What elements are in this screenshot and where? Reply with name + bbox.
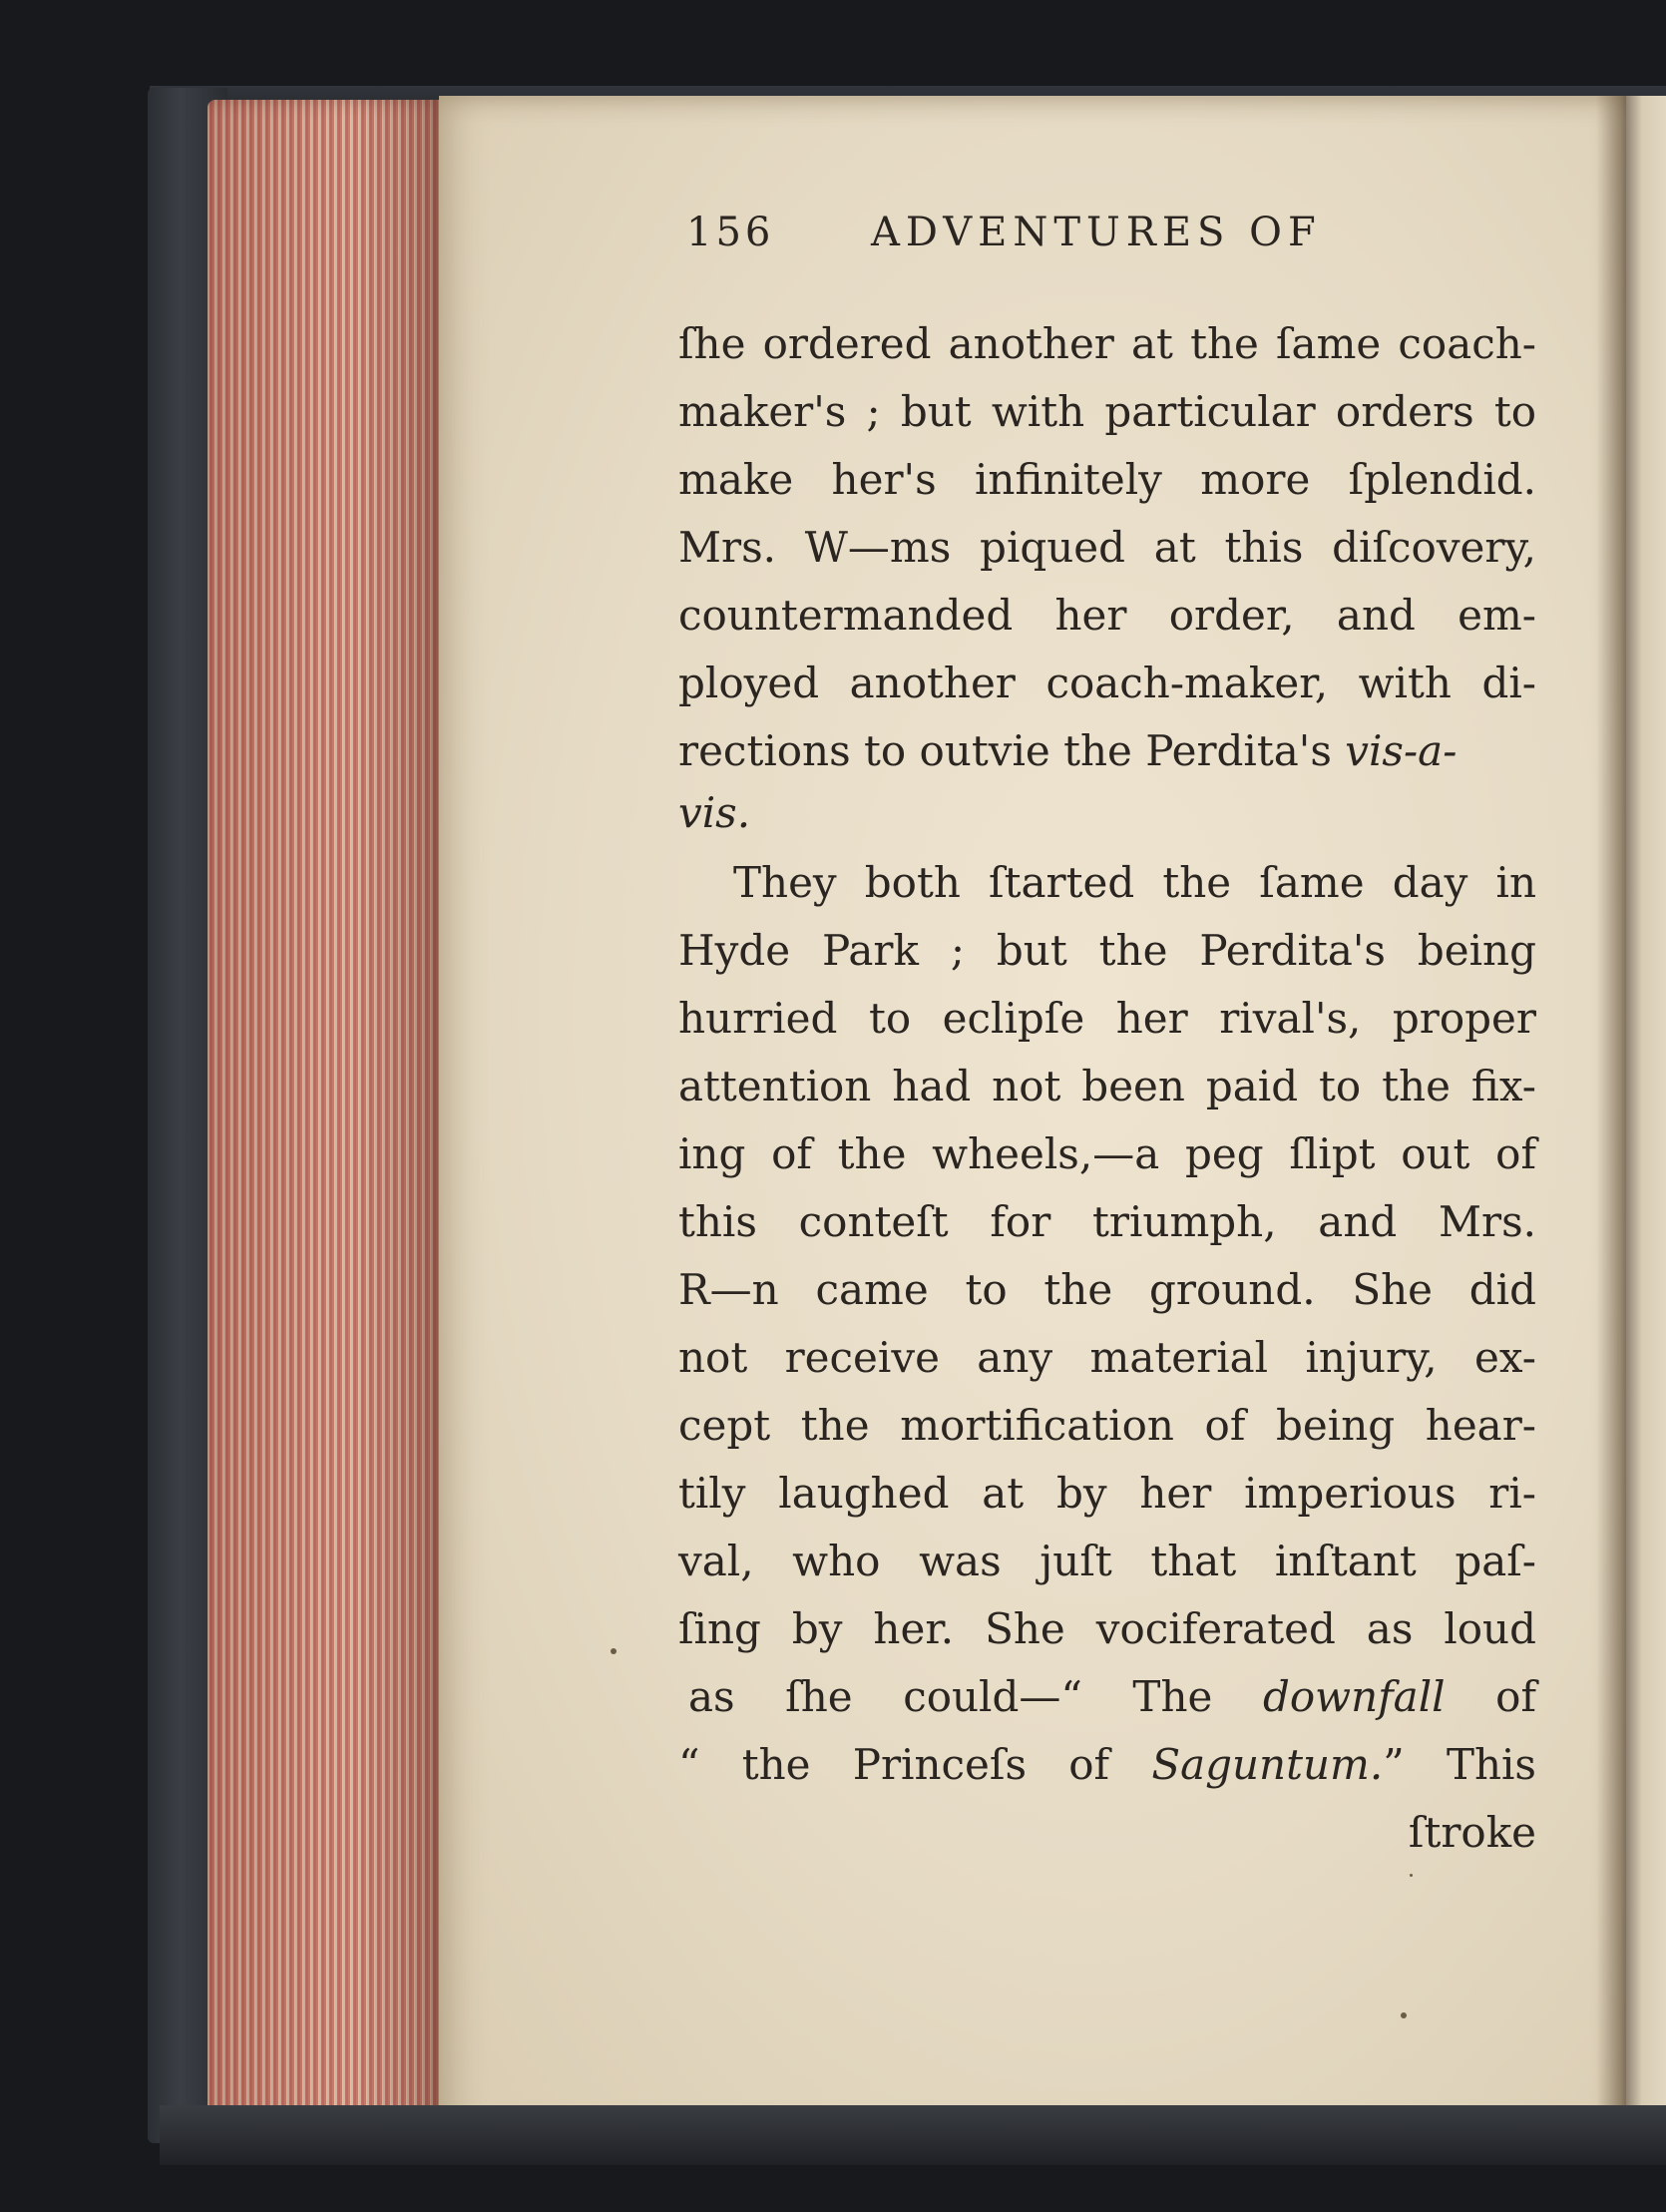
- text-line: R—n came to the ground. She did: [678, 1265, 1536, 1314]
- text-line: Hyde Park ; but the Perdita's being: [678, 926, 1536, 975]
- text-line: [678, 1735, 1536, 1795]
- book-cover-bottom: [160, 2105, 1666, 2165]
- text-line: ſing by her. She vociferated as loud: [678, 1604, 1536, 1653]
- text-line: They both ſtarted the ſame day in: [733, 858, 1536, 907]
- text-span: rections to outvie the Perdita's: [678, 726, 1332, 775]
- italic-text: vis.: [678, 788, 751, 837]
- ink-speck: [1410, 1874, 1413, 1877]
- page-block-shading: [208, 100, 447, 2131]
- text-span: ”: [1383, 1740, 1405, 1789]
- text-line: cept the mortification of being hear-: [678, 1401, 1536, 1450]
- italic-text: downfall: [1262, 1672, 1446, 1721]
- text-span: This: [1446, 1740, 1536, 1789]
- catchword: ſtroke: [1408, 1808, 1536, 1857]
- ink-speck: [611, 1648, 617, 1654]
- text-line: val, who was juſt that inſtant paſ-: [678, 1537, 1536, 1585]
- ink-speck: [1401, 2012, 1407, 2018]
- italic-text: vis-a-: [1345, 726, 1458, 775]
- page-number: 156: [686, 210, 775, 255]
- facing-page-edge: [1626, 96, 1666, 2131]
- text-line: Mrs. W—ms piqued at this diſcovery,: [678, 523, 1536, 572]
- text-span: “ the Princeſs of: [678, 1740, 1110, 1789]
- text-line: not receive any material injury, ex-: [678, 1333, 1536, 1382]
- text-line: ployed another coach-maker, with di-: [678, 659, 1536, 707]
- text-line: ing of the wheels,—a peg ſlipt out of: [678, 1129, 1536, 1178]
- text-span: of: [1495, 1672, 1537, 1721]
- text-line: make her's infinitely more ſplendid.: [678, 455, 1536, 504]
- text-line: this conteſt for triumph, and Mrs.: [678, 1197, 1536, 1246]
- text-line: maker's ; but with particular orders to: [678, 387, 1536, 436]
- text-line: attention had not been paid to the fix-: [678, 1062, 1536, 1110]
- text-line: ſhe ordered another at the ſame coach-: [678, 319, 1536, 368]
- text-line: [678, 783, 1536, 843]
- text-line: [678, 1667, 1536, 1727]
- text-span: as ſhe could—“ The: [688, 1672, 1213, 1721]
- text-line: tily laughed at by her imperious ri-: [678, 1469, 1536, 1518]
- running-title: ADVENTURES OF: [871, 210, 1322, 255]
- text-line: hurried to eclipſe her rival's, proper: [678, 994, 1536, 1043]
- text-line: [678, 721, 1536, 781]
- page-header: [686, 210, 1405, 269]
- italic-text: Saguntum.: [1151, 1740, 1384, 1789]
- text-line: countermanded her order, and em-: [678, 591, 1536, 640]
